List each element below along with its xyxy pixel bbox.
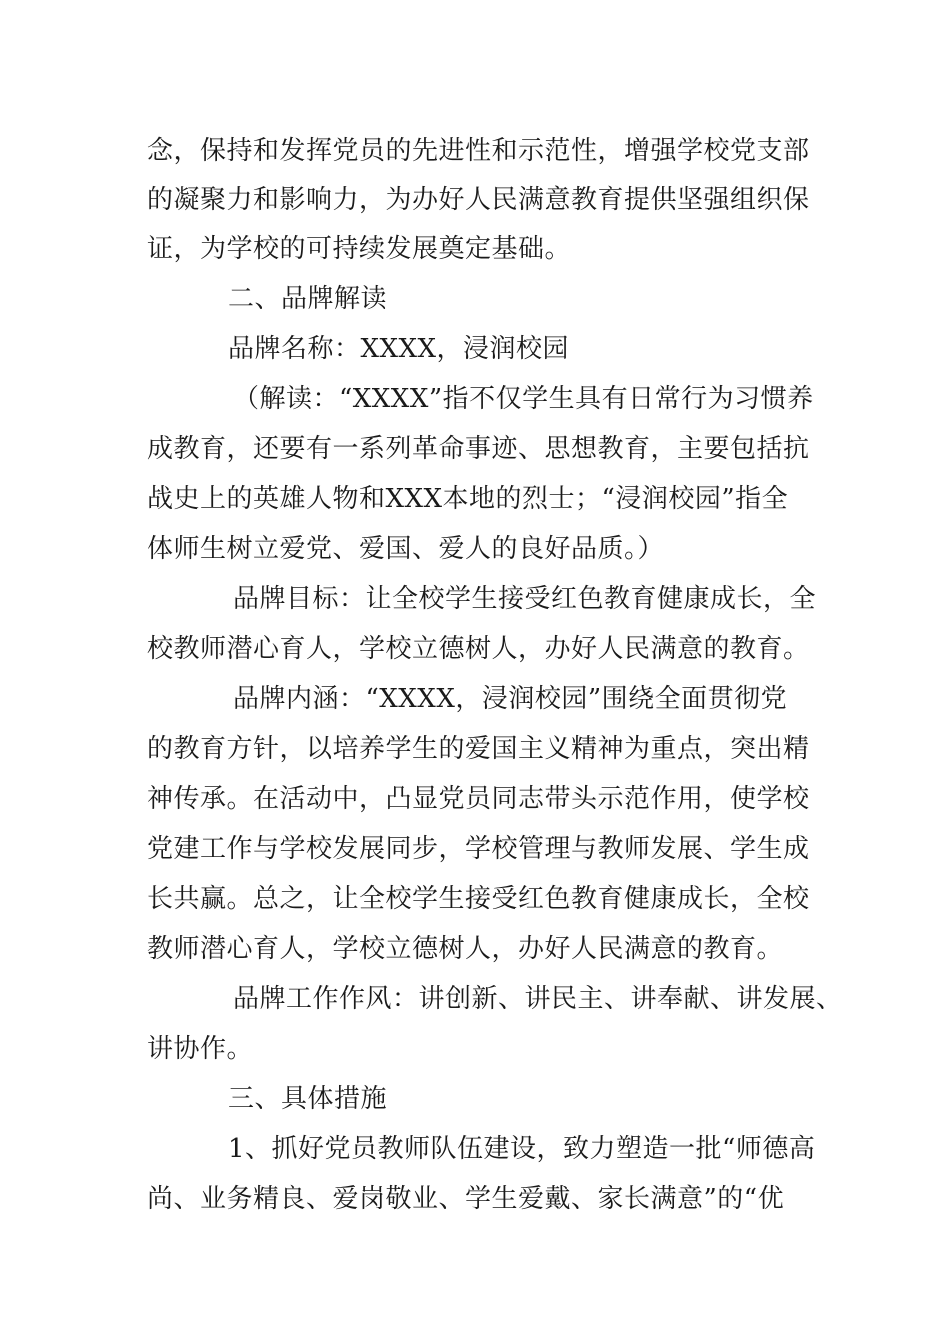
paragraph-line: 的教育方针，以培养学生的爱国主义精神为重点，突出精 xyxy=(147,734,810,764)
paragraph-line: 1、抓好党员教师队伍建设，致力塑造一批“师德高 xyxy=(228,1134,816,1164)
paragraph-line: 品牌目标：让全校学生接受红色教育健康成长，全 xyxy=(233,584,817,614)
paragraph-line: 战史上的英雄人物和XXX本地的烈士；“浸润校园”指全 xyxy=(147,484,789,514)
paragraph-line: （解读：“XXXX”指不仅学生具有日常行为习惯养 xyxy=(233,384,814,414)
paragraph-line: 长共赢。总之，让全校学生接受红色教育健康成长，全校 xyxy=(147,884,810,914)
brand-name-line: 品牌名称：XXXX，浸润校园 xyxy=(228,334,570,364)
paragraph-line: 念，保持和发挥党员的先进性和示范性，增强学校党支部 xyxy=(147,136,810,166)
paragraph-line: 教师潜心育人，学校立德树人，办好人民满意的教育。 xyxy=(147,934,784,964)
paragraph-line: 讲协作。 xyxy=(147,1034,254,1064)
paragraph-line: 党建工作与学校发展同步，学校管理与教师发展、学生成 xyxy=(147,834,810,864)
section-heading: 三、具体措施 xyxy=(228,1084,388,1114)
paragraph-line: 校教师潜心育人，学校立德树人，办好人民满意的教育。 xyxy=(147,634,810,664)
paragraph-line: 的凝聚力和影响力，为办好人民满意教育提供坚强组织保 xyxy=(147,185,810,215)
paragraph-line: 体师生树立爱党、爱国、爱人的良好品质。） xyxy=(147,534,665,564)
paragraph-line: 尚、业务精良、爱岗敬业、学生爱戴、家长满意”的“优 xyxy=(147,1184,785,1214)
paragraph-line: 证，为学校的可持续发展奠定基础。 xyxy=(147,234,572,264)
paragraph-line: 成教育，还要有一系列革命事迹、思想教育，主要包括抗 xyxy=(147,434,810,464)
paragraph-line: 品牌工作作风：讲创新、讲民主、讲奉献、讲发展、 xyxy=(233,984,843,1014)
section-heading: 二、品牌解读 xyxy=(228,284,388,314)
paragraph-line: 品牌内涵：“XXXX，浸润校园”围绕全面贯彻党 xyxy=(233,684,788,714)
paragraph-line: 神传承。在活动中，凸显党员同志带头示范作用，使学校 xyxy=(147,784,810,814)
